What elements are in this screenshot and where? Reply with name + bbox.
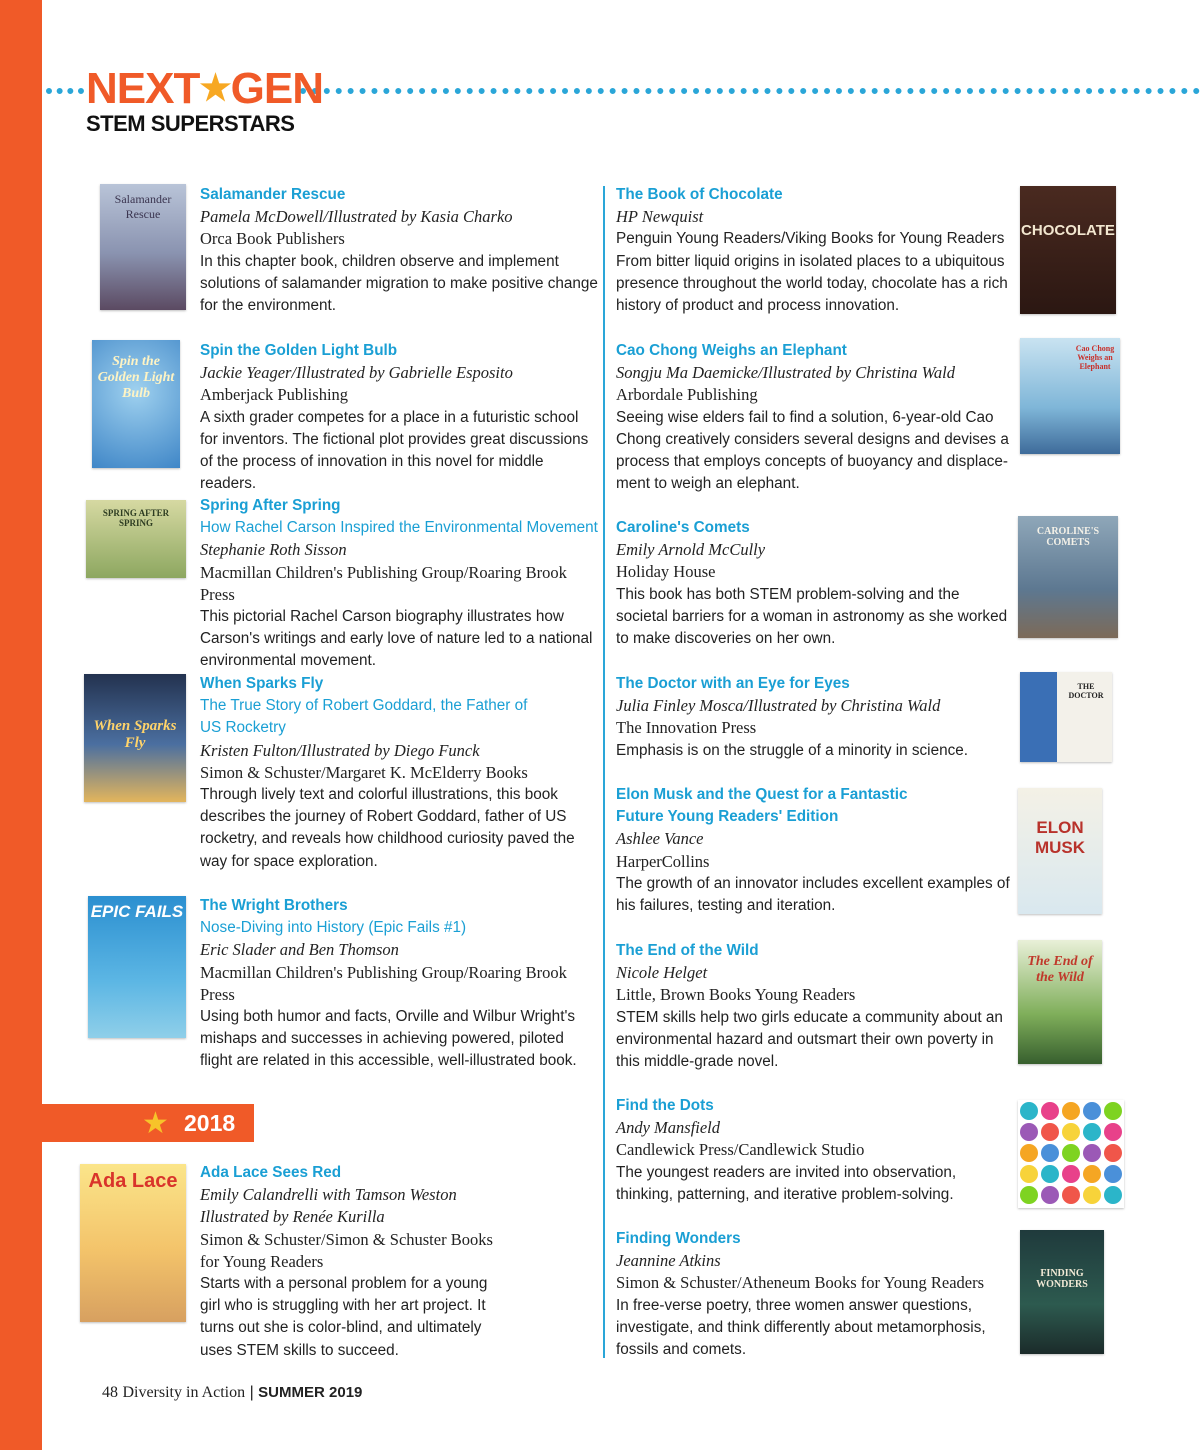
book-publisher: Macmillan Children's Publishing Group/Roaring Brook Press <box>200 562 567 604</box>
cover-dot <box>1020 1165 1038 1183</box>
book-publisher: Simon & Schuster/Atheneum Books for Young Readers <box>616 1273 985 1293</box>
book-publisher: HarperCollins <box>616 851 710 871</box>
book-subtitle: How Rachel Carson Inspired the Environmental Movement <box>200 519 598 537</box>
book-publisher: Macmillan Children's Publishing Group/Roaring Brook Press <box>200 962 567 1004</box>
book-publisher: Arbordale Publishing <box>616 385 758 405</box>
book-author: Julia Finley Mosca/Illustrated by Christina Wald <box>616 696 941 716</box>
book-author: Stephanie Roth Sisson <box>200 540 347 560</box>
cover-title: Cao Chong Weighs an Elephant <box>1075 344 1115 371</box>
cover-dot <box>1041 1123 1059 1141</box>
book-title[interactable]: Salamander Rescue <box>200 186 346 203</box>
book-entry-carolines-comets <box>616 517 1012 650</box>
book-cover-spin-golden-light-bulb <box>92 340 180 468</box>
cover-dot <box>1104 1123 1122 1141</box>
book-author: Eric Slader and Ben Thomson <box>200 940 399 960</box>
cover-dot <box>1083 1165 1101 1183</box>
book-cover-chocolate <box>1020 186 1116 314</box>
book-entry-spring-after-spring <box>200 495 600 673</box>
book-description: STEM skills help two girls educate a community about an environmental hazard and outsmart their own poverty in this middle-grade novel. <box>616 1008 1003 1071</box>
book-author: Emily Arnold McCully <box>616 540 766 560</box>
book-publisher: Little, Brown Books Young Readers <box>616 985 856 1005</box>
book-title[interactable]: Spin the Golden Light Bulb <box>200 342 398 359</box>
cover-dot <box>1083 1123 1101 1141</box>
cover-title: FINDING WONDERS <box>1036 1268 1088 1290</box>
book-author: Songju Ma Daemicke/Illustrated by Christina Wald <box>616 363 955 383</box>
cover-title: Spin the Golden Light Bulb <box>97 354 175 401</box>
book-cover-elon-musk <box>1018 788 1102 914</box>
book-title[interactable]: Caroline's Comets <box>616 519 750 536</box>
cover-dot <box>1020 1123 1038 1141</box>
book-description: Seeing wise elders fail to find a solution, 6-year-old Cao Chong creatively considers several designs and devises a process that employs concepts of buoyancy and displace-ment to weigh an elephant. <box>616 408 1009 493</box>
issue-label: SUMMER 2019 <box>258 1384 363 1401</box>
book-author: Jackie Yeager/Illustrated by Gabrielle Esposito <box>200 363 513 383</box>
cover-title: EPIC FAILS <box>90 902 184 921</box>
book-title[interactable]: Finding Wonders <box>616 1230 741 1247</box>
cover-title: Salamander Rescue <box>114 192 172 221</box>
book-cover-find-the-dots <box>1018 1100 1124 1208</box>
book-entry-wright-brothers <box>200 895 600 1073</box>
cover-dot <box>1083 1144 1101 1162</box>
magazine-name: Diversity in Action <box>122 1384 246 1401</box>
brand-subtitle: STEM SUPERSTARS <box>86 111 295 136</box>
book-publisher: Penguin Young Readers/Viking Books for Young Readers <box>616 230 1005 248</box>
left-orange-bar <box>0 0 42 1450</box>
book-cover-when-sparks-fly <box>84 674 186 802</box>
dots-pattern-icon <box>1018 1100 1124 1208</box>
book-subtitle-line1: The True Story of Robert Goddard, the Father of <box>200 697 528 715</box>
book-cover-doctor <box>1020 672 1112 762</box>
book-entry-cao-chong <box>616 340 1012 495</box>
brand-gen: GEN <box>230 64 323 113</box>
cover-dot <box>1083 1102 1101 1120</box>
book-publisher-line1: Simon & Schuster/Simon & Schuster Books <box>200 1229 493 1249</box>
book-entry-doctor-eye-for-eyes <box>616 673 1012 762</box>
book-cover-carolines-comets <box>1018 516 1118 638</box>
book-entry-book-of-chocolate <box>616 184 1012 317</box>
footer-separator: | <box>249 1384 254 1401</box>
book-cover-ada-lace <box>80 1164 186 1322</box>
book-author: Ashlee Vance <box>616 829 704 849</box>
book-description: Through lively text and colorful illustrations, this book describes the journey of Robert Goddard, father of US rocketry, and reveals how childhood curiosity paved the way for space exploration. <box>200 786 575 870</box>
cover-title: When Sparks Fly <box>93 718 177 751</box>
book-entry-salamander-rescue <box>200 184 600 317</box>
cover-dot <box>1041 1102 1059 1120</box>
book-subtitle: Nose-Diving into History (Epic Fails #1) <box>200 919 467 937</box>
book-entry-ada-lace <box>200 1162 600 1362</box>
book-title[interactable]: The End of the Wild <box>616 942 759 959</box>
cover-dot <box>1062 1186 1080 1204</box>
book-cover-salamander-rescue <box>100 184 186 310</box>
book-title[interactable]: Ada Lace Sees Red <box>200 1164 342 1181</box>
book-description: Using both humor and facts, Orville and Wilbur Wright's mishaps and successes in achieving powered, piloted flight are related in this accessible, well-illustrated book. <box>200 1008 577 1070</box>
cover-dot <box>1062 1144 1080 1162</box>
year-tag-2018 <box>42 1104 254 1142</box>
brand-next: NEXT <box>86 64 200 113</box>
book-entry-when-sparks-fly <box>200 673 600 873</box>
year-label: 2018 <box>184 1110 236 1136</box>
cover-dot <box>1083 1186 1101 1204</box>
cover-dot <box>1062 1123 1080 1141</box>
book-author: Kristen Fulton/Illustrated by Diego Funck <box>200 740 480 760</box>
cover-dot <box>1041 1144 1059 1162</box>
book-entry-elon-musk <box>616 784 1012 917</box>
book-title[interactable]: The Doctor with an Eye for Eyes <box>616 675 850 692</box>
book-publisher-line2: for Young Readers <box>200 1251 324 1271</box>
book-description: This pictorial Rachel Carson biography illustrates how Carson's writings and early love of nature led to a national environmental movement. <box>200 608 593 670</box>
book-description: This book has both STEM problem-solving and the societal barriers for a woman in astronomy as she worked to make discoveries on her own. <box>616 585 1008 648</box>
book-description: Starts with a personal problem for a young girl who is struggling with her art project. It turns out she is color-blind, and ultimately uses STEM skills to succeed. <box>200 1275 488 1359</box>
cover-title: THE DOCTOR <box>1068 682 1104 700</box>
star-icon: ★ <box>142 1107 169 1140</box>
book-author: Jeannine Atkins <box>616 1251 721 1271</box>
book-cover-cao-chong <box>1020 338 1120 454</box>
book-entry-find-the-dots <box>616 1095 1012 1206</box>
book-publisher: Simon & Schuster/Margaret K. McElderry Books <box>200 762 528 782</box>
cover-title: SPRING AFTER SPRING <box>102 508 170 528</box>
book-cover-finding-wonders <box>1020 1230 1104 1354</box>
cover-dot <box>1062 1102 1080 1120</box>
header-dots-left <box>46 88 84 94</box>
book-title[interactable]: The Book of Chocolate <box>616 186 783 203</box>
cover-dot <box>1020 1102 1038 1120</box>
star-icon: ★ <box>199 67 231 108</box>
book-author-line2: Illustrated by Renée Kurilla <box>200 1207 385 1227</box>
cover-dot <box>1104 1186 1122 1204</box>
book-cover-end-of-the-wild <box>1018 940 1102 1064</box>
cover-title: The End of the Wild <box>1027 954 1093 985</box>
book-title[interactable]: Elon Musk and the Quest for a Fantastic <box>616 786 908 803</box>
book-author: Andy Mansfield <box>616 1118 721 1138</box>
cover-title: CAROLINE'S COMETS <box>1036 526 1100 548</box>
book-description: A sixth grader competes for a place in a futuristic school for inventors. The fictional plot provides great discussions of the process of innovation in this novel for middle readers. <box>200 408 589 493</box>
book-description: In free-verse poetry, three women answer questions, investigate, and think differently about metamorphosis, fossils and comets. <box>616 1296 986 1359</box>
book-subtitle-line2: US Rocketry <box>200 719 286 737</box>
book-publisher: Amberjack Publishing <box>200 385 349 405</box>
brand-logo <box>86 66 323 137</box>
cover-dot <box>1041 1186 1059 1204</box>
book-publisher: Holiday House <box>616 562 716 582</box>
book-title[interactable]: Spring After Spring <box>200 497 341 514</box>
book-description: The growth of an innovator includes excellent examples of his failures, testing and iteration. <box>616 874 1010 915</box>
cover-dot <box>1104 1102 1122 1120</box>
book-description: The youngest readers are invited into observation, thinking, patterning, and iterative problem-solving. <box>616 1163 957 1203</box>
cover-dot <box>1020 1186 1038 1204</box>
book-author: HP Newquist <box>616 207 704 227</box>
cover-title: CHOCOLATE <box>1021 222 1115 239</box>
header-dots-right <box>300 88 1200 94</box>
book-entry-end-of-the-wild <box>616 940 1012 1073</box>
cover-dot <box>1041 1165 1059 1183</box>
book-title[interactable]: Cao Chong Weighs an Elephant <box>616 342 847 359</box>
book-author-line1: Emily Calandrelli with Tamson Weston <box>200 1185 457 1205</box>
book-publisher: Orca Book Publishers <box>200 229 345 249</box>
book-title[interactable]: When Sparks Fly <box>200 675 324 692</box>
page-number: 48 <box>102 1384 118 1401</box>
book-entry-finding-wonders <box>616 1228 1012 1361</box>
book-publisher: Candlewick Press/Candlewick Studio <box>616 1140 865 1160</box>
cover-dot <box>1104 1144 1122 1162</box>
book-description: Emphasis is on the struggle of a minority in science. <box>616 741 968 759</box>
page-footer <box>102 1384 362 1402</box>
cover-dot <box>1104 1165 1122 1183</box>
cover-title: ELON MUSK <box>1034 818 1086 857</box>
book-description: From bitter liquid origins in isolated places to a ubiquitous presence throughout the world today, chocolate has a rich history of product and process innovation. <box>616 252 1008 315</box>
book-description: In this chapter book, children observe and implement solutions of salamander migration to make positive change for the environment. <box>200 252 598 315</box>
book-entry-spin-golden-light-bulb <box>200 340 600 495</box>
book-cover-wright-brothers <box>88 896 186 1038</box>
cover-title: Ada Lace <box>88 1170 178 1192</box>
book-author: Pamela McDowell/Illustrated by Kasia Charko <box>200 207 513 227</box>
column-divider <box>603 186 605 1358</box>
book-cover-spring-after-spring <box>86 500 186 578</box>
book-subtitle: Future Young Readers' Edition <box>616 808 839 826</box>
book-title[interactable]: Find the Dots <box>616 1097 714 1114</box>
book-author: Nicole Helget <box>616 963 708 983</box>
cover-dot <box>1020 1144 1038 1162</box>
book-publisher: The Innovation Press <box>616 718 757 738</box>
book-title[interactable]: The Wright Brothers <box>200 897 348 914</box>
cover-dot <box>1062 1165 1080 1183</box>
